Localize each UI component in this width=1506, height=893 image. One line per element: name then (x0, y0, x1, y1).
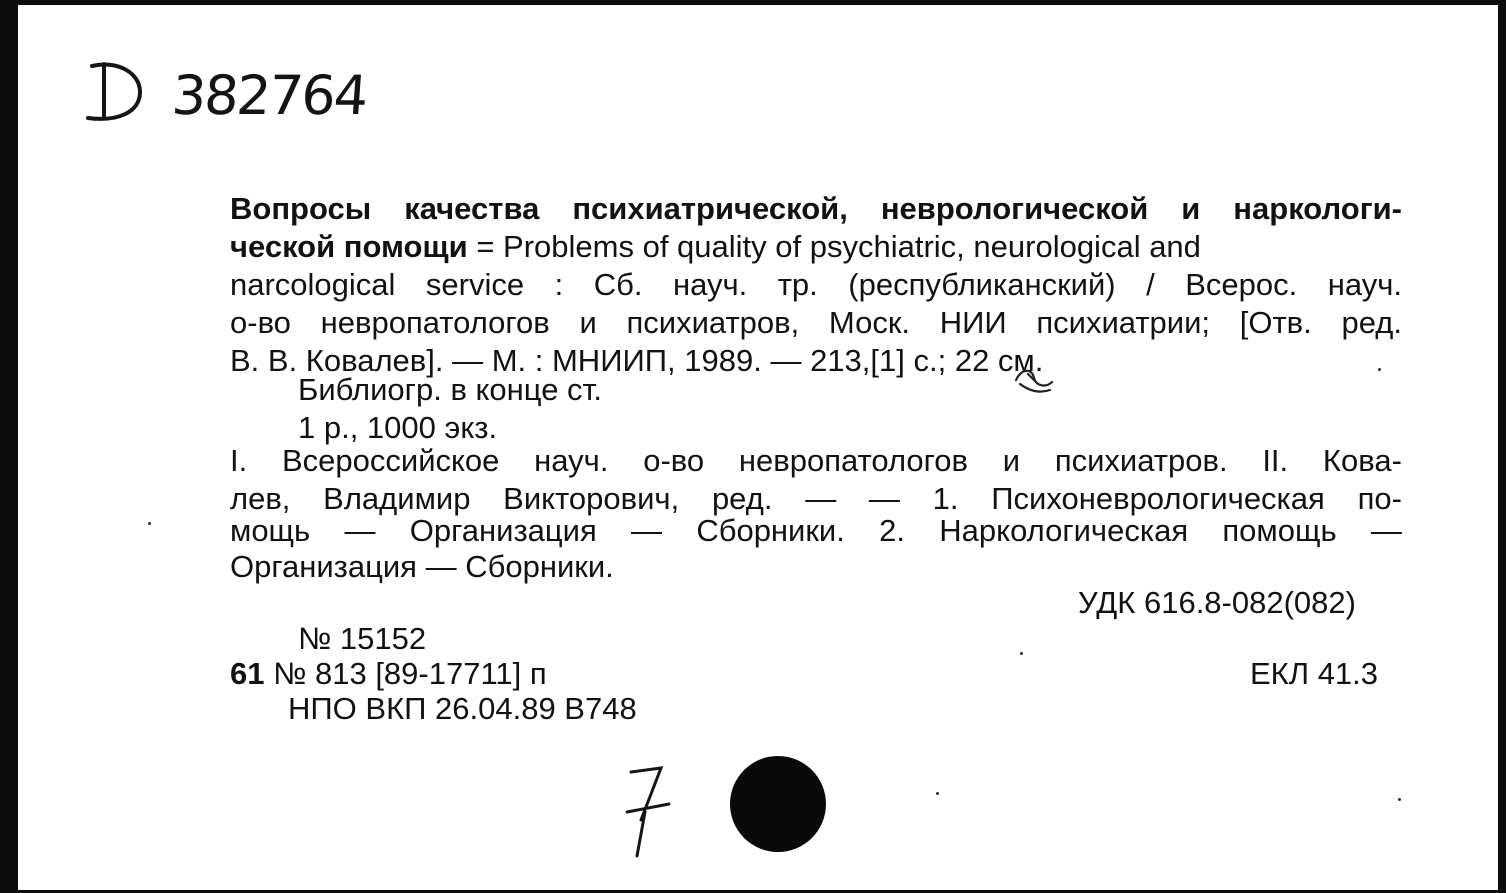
ekl-code: ЕКЛ 41.3 (1250, 656, 1379, 691)
subject-line-2: лев, Владимир Викторович, ред. — — 1. Психоневрологическая по- (230, 481, 1402, 516)
punch-hole (730, 756, 826, 852)
speck (936, 792, 939, 795)
subject-line-4: Организация — Сборники. (230, 549, 614, 584)
record-number: № 15152 (298, 621, 427, 656)
scribble-mark (1010, 360, 1060, 400)
description-line-3: narcological service : Сб. науч. тр. (республиканский) / Всерос. науч. (230, 267, 1402, 302)
handwritten-number: 382764 (169, 64, 369, 127)
title-line-2-bold: ческой помощи (230, 229, 468, 264)
title-line-2 (230, 228, 1402, 266)
title-line-2-rest: = Problems of quality of psychiatric, neurological and (467, 229, 1201, 264)
subject-line-3: мощь — Организация — Сборники. 2. Наркологическая помощь — (230, 513, 1402, 548)
scan-edge-left (0, 0, 18, 893)
speck (1378, 368, 1381, 371)
speck (1398, 798, 1401, 801)
handwritten-letter-d (82, 58, 152, 128)
scan-edge-right (1498, 0, 1506, 893)
bibliography-note: Библиогр. в конце ст. (298, 372, 602, 407)
description-line-5: В. В. Ковалев]. — М. : МНИИП, 1989. — 213,[1] с.; 22 см. (230, 343, 1044, 378)
title-line-1: Вопросы качества психиатрической, неврологической и наркологи- (230, 191, 1402, 226)
description-line-4: о-во невропатологов и психиатров, Моск. НИИ психиатрии; [Отв. ред. (230, 305, 1402, 340)
record-number-2 (230, 655, 547, 693)
speck (1020, 652, 1023, 655)
speck (148, 522, 151, 525)
handwritten-seven-mark (615, 760, 675, 860)
udk-code: УДК 616.8-082(082) (1078, 585, 1356, 620)
npo-line: НПО ВКП 26.04.89 В748 (288, 691, 637, 726)
scan-edge-top (0, 0, 1506, 5)
record-prefix: 61 (230, 656, 265, 691)
price-note: 1 р., 1000 экз. (298, 410, 498, 445)
subject-line-1: I. Всероссийское науч. о-во невропатологов и психиатров. II. Кова- (230, 443, 1402, 478)
record-number-2-text: № 813 [89-17711] п (273, 656, 547, 691)
